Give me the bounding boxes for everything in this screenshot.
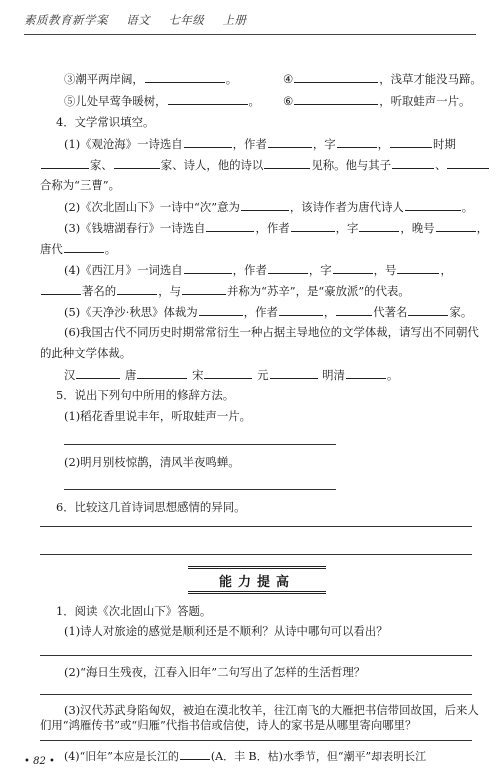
- r1-4: (4)“旧年”本应是长江的 (A．丰 B．枯)水季节，但“潮平”却表明长江: [64, 750, 427, 763]
- blank[interactable]: [405, 199, 461, 211]
- header-volume: 上册: [222, 13, 247, 27]
- blank[interactable]: [168, 93, 248, 105]
- q4-3-line2: 唐代 。: [40, 242, 117, 256]
- blank[interactable]: [204, 367, 252, 379]
- blank[interactable]: [436, 220, 476, 232]
- blank[interactable]: [41, 157, 89, 169]
- blank[interactable]: [184, 136, 232, 148]
- blank[interactable]: [180, 748, 210, 760]
- q4-1-line1: (1)《观沧海》一诗选自 ，作者 ，字 ， 时期: [64, 137, 456, 151]
- q4-6-dynasties: 汉 唐 宋 元 明清 。: [64, 368, 399, 382]
- blank[interactable]: [333, 262, 373, 274]
- q5-1: (1)稻花香里说丰年，听取蛙声一片。: [64, 409, 251, 423]
- q4-6-line2: 的此种文学体裁。: [40, 346, 132, 360]
- q4-1-line3: 合称为“三曹”。: [40, 178, 120, 192]
- blank[interactable]: [294, 93, 378, 105]
- poem-fill-3: ③潮平两岸阔， 。: [64, 72, 238, 86]
- q4-3-line1: (3)《钱塘湖春行》一诗选自 ，作者 ，字 ，晚号 ，: [64, 221, 489, 235]
- blank[interactable]: [41, 283, 81, 295]
- section-title-box: [188, 566, 326, 594]
- poem-fill-6: ⑥ ，听取蛙声一片。: [283, 94, 471, 108]
- header-subject: 语文: [126, 13, 151, 27]
- q5-2: (2)明月别枝惊鹊，清风半夜鸣蝉。: [64, 455, 240, 469]
- blank[interactable]: [390, 136, 432, 148]
- blank[interactable]: [447, 157, 489, 169]
- blank[interactable]: [114, 157, 160, 169]
- q4-2: (2)《次北固山下》一诗中“次”意为 ，该诗作者为唐代诗人 。: [64, 200, 474, 214]
- blank[interactable]: [408, 304, 448, 316]
- q4-6-line1: (6)我国古代不同历史时期常常衍生一种占据主导地位的文学体裁，请写出不同朝代: [64, 325, 479, 339]
- r1-3-line2: 们用“鸿雁传书”或“归雁”代指书信或信使，诗人的家书是从哪里寄向哪里？: [40, 718, 417, 732]
- question-4-title: 4．文学常识填空。: [56, 115, 155, 129]
- blank[interactable]: [336, 304, 372, 316]
- blank[interactable]: [279, 304, 323, 316]
- blank[interactable]: [337, 136, 377, 148]
- answer-line[interactable]: [40, 526, 472, 527]
- blank[interactable]: [241, 199, 289, 211]
- header-rule: [24, 34, 476, 35]
- blank[interactable]: [76, 367, 120, 379]
- blank[interactable]: [182, 283, 226, 295]
- answer-line[interactable]: [40, 694, 472, 695]
- r1-2: (2)“海日生残夜，江春入旧年”二句写出了怎样的生活哲理？: [64, 665, 366, 679]
- poem-fill-4: ④ ，浅草才能没马蹄。: [283, 72, 482, 86]
- answer-line[interactable]: [64, 489, 336, 490]
- reading-1-title: 1．阅读《次北固山下》答题。: [56, 604, 212, 618]
- header-grade: 七年级: [168, 13, 205, 27]
- question-6-title: 6．比较这几首诗词思想感情的异同。: [56, 500, 246, 514]
- blank[interactable]: [392, 157, 434, 169]
- q4-4-line1: (4)《西江月》一词选自 ，作者 ，字 ，号 ，: [64, 263, 452, 277]
- blank[interactable]: [137, 367, 187, 379]
- q4-5: (5)《天净沙·秋思》体裁为 ，作者 ， 代著名 家。: [64, 305, 473, 319]
- q4-1-line2: 家、 家、诗人，他的诗以 见称。他与其子 、: [40, 157, 490, 172]
- blank[interactable]: [199, 304, 243, 316]
- r1-3-line1: (3)汉代苏武身陷匈奴，被迫在漠北牧羊，往江南飞的大雁把书信带回故国，后来人: [64, 703, 479, 717]
- blank[interactable]: [397, 262, 439, 274]
- answer-line[interactable]: [40, 554, 472, 555]
- blank[interactable]: [270, 367, 318, 379]
- blank[interactable]: [184, 262, 232, 274]
- blank[interactable]: [291, 220, 335, 232]
- blank[interactable]: [294, 71, 378, 83]
- poem-fill-5: ⑤儿处早莺争暖树， 。: [64, 94, 260, 108]
- r1-1: (1)诗人对旅途的感觉是顺利还是不顺利？从诗中哪句可以看出？: [64, 624, 388, 638]
- blank[interactable]: [264, 157, 310, 169]
- blank[interactable]: [346, 367, 386, 379]
- blank[interactable]: [145, 71, 225, 83]
- blank[interactable]: [268, 262, 308, 274]
- blank[interactable]: [268, 136, 312, 148]
- page-number: • 82 •: [24, 756, 55, 767]
- section-title: 能力提高: [218, 574, 295, 590]
- blank[interactable]: [64, 241, 104, 253]
- header-book: 素质教育新学案: [24, 13, 108, 27]
- blank[interactable]: [117, 283, 157, 295]
- running-header: [24, 12, 260, 28]
- blank[interactable]: [359, 220, 399, 232]
- q4-4-line2: 著名的 ，与 并称为“苏辛”，是“豪放派”的代表。: [40, 283, 410, 298]
- blank[interactable]: [206, 220, 254, 232]
- answer-line[interactable]: [40, 740, 472, 741]
- question-5-title: 5．说出下列句中所用的修辞方法。: [56, 388, 235, 402]
- answer-line[interactable]: [64, 444, 336, 445]
- answer-line[interactable]: [40, 655, 472, 656]
